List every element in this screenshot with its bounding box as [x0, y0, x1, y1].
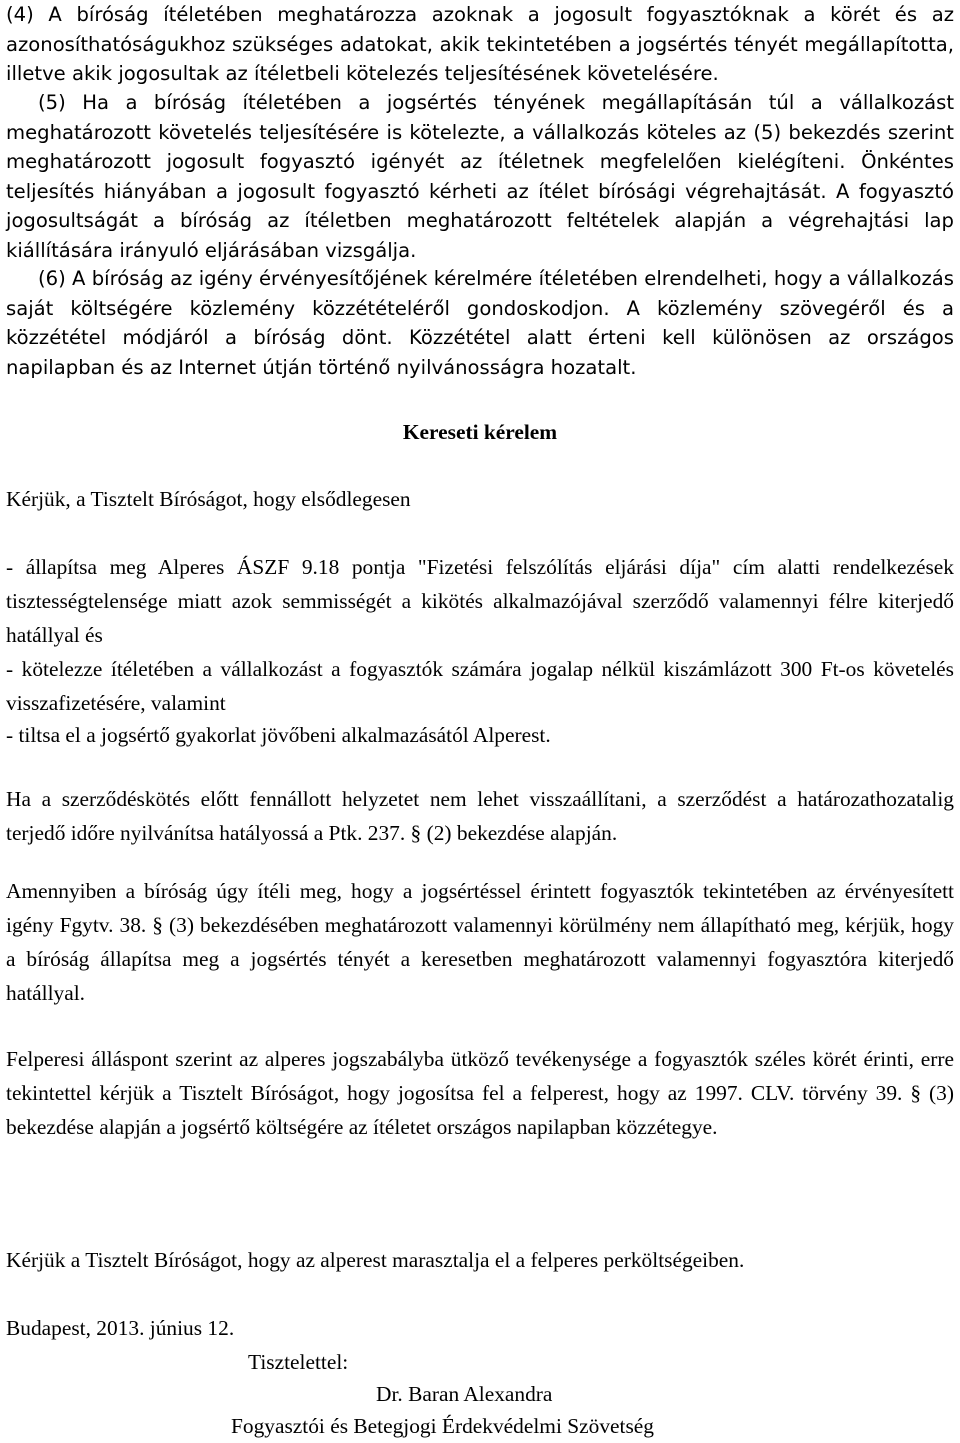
closing-greeting: Tisztelettel:: [248, 1350, 349, 1374]
section-heading: Kereseti kérelem: [402, 420, 558, 444]
paragraph-6: (6) A bíróság az igény érvényesítőjének kérelmére ítéletében elrendelheti, hogy a vállalkozás saját költségére közlemény közzétételéről gondoskodjon. A közlemény szövegéről és a közzététel módjáról a bíróság dönt. Közzététel alatt érteni kell különösen az országos napilapban és az Internet útján történő nyilvánosságra hozatalt.: [6, 267, 954, 379]
request-intro: Kérjük, a Tisztelt Bíróságot, hogy elsődlegesen: [6, 487, 411, 511]
paragraph-restore: Ha a szerződéskötés előtt fennállott helyzetet nem lehet visszaállítani, a szerződést a határozathozatalig terjedő időre nyilvánítsa hatályossá a Ptk. 237. § (2) bekezdése alapján.: [6, 787, 954, 845]
paragraph-5: (5) Ha a bíróság ítéletében a jogsértés tényének megállapításán túl a vállalkozást meghatározott követelés teljesítésére is kötelezte, a vállalkozás köteles az (5) bekezdés szerint meghatározott jogosult fogyasztó igényét az ítéletnek megfelelően kielégíteni. Önkéntes teljesítés hiányában a jogosult fogyasztó kérheti az ítélet bírósági végrehajtását. A fogyasztó jogosultságát a bíróság az ítéletben meghatározott feltételek alapján a végrehajtási lap kiállítására irányuló eljárásában vizsgálja.: [6, 91, 954, 262]
paragraph-costs: Kérjük a Tisztelt Bíróságot, hogy az alperest marasztalja el a felperes perköltségeiben.: [6, 1248, 745, 1272]
signer-organization: Fogyasztói és Betegjogi Érdekvédelmi Szövetség: [231, 1414, 654, 1438]
place-date: Budapest, 2013. június 12.: [6, 1316, 235, 1340]
request-item-3: - tiltsa el a jogsértő gyakorlat jövőbeni alkalmazásától Alperest.: [6, 723, 551, 747]
request-item-2: - kötelezze ítéletében a vállalkozást a fogyasztók számára jogalap nélkül kiszámlázott 300 Ft-os követelés visszafizetésére, valamint: [6, 657, 954, 715]
paragraph-felperesi: Felperesi álláspont szerint az alperes jogszabályba ütköző tevékenysége a fogyasztók széles körét érinti, erre tekintettel kérjük a Tisztelt Bíróságot, hogy jogosítsa fel a felperest, hogy az 1997. CLV. törvény 39. § (3) bekezdése alapján a jogsértő költségére az ítéletet országos napilapban közzétegye.: [6, 1047, 954, 1139]
paragraph-4: (4) A bíróság ítéletében meghatározza azoknak a jogosult fogyasztóknak a körét és az azonosíthatóságukhoz szükséges adatokat, akik tekintetében a jogsértés tényét megállapította, illetve akik jogosultak az ítéletbeli kötelezés teljesítésének követelésére.: [6, 3, 954, 85]
request-item-1: - állapítsa meg Alperes ÁSZF 9.18 pontja "Fizetési felszólítás eljárási díja" cím alatti rendelkezések tisztességtelensége miatt azok semmisségét a kikötés alkalmazójával szerződő valamennyi félre kiterjedő hatállyal és: [6, 555, 954, 647]
signer-name: Dr. Baran Alexandra: [376, 1382, 553, 1406]
paragraph-amennyiben: Amennyiben a bíróság úgy ítéli meg, hogy a jogsértéssel érintett fogyasztók tekintetében az érvényesített igény Fgytv. 38. § (3) bekezdésében meghatározott valamennyi körülmény nem állapítható meg, kérjük, hogy a bíróság állapítsa meg a jogsértés tényét a keresetben meghatározott valamennyi fogyasztóra kiterjedő hatállyal.: [6, 879, 954, 1005]
